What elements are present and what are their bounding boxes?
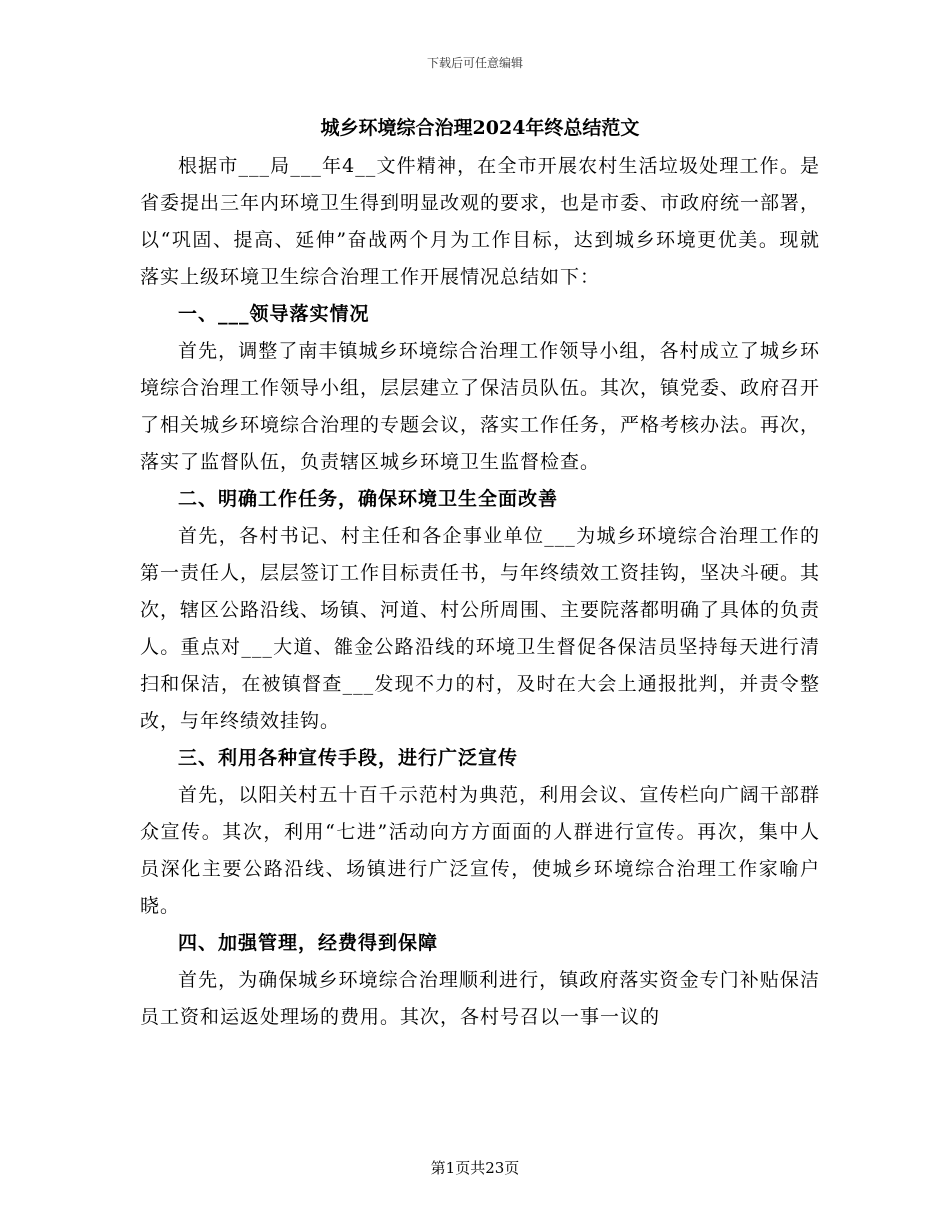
section-heading-3: 三、利用各种宣传手段，进行广泛宣传 — [178, 747, 519, 769]
page-footer: 第1页共23页 — [430, 1159, 520, 1177]
section-heading-2: 二、明确工作任务，确保环境卫生全面改善 — [178, 488, 559, 510]
section-heading-1: 一、___领导落实情况 — [178, 303, 370, 325]
section-body-1: 首先，调整了南丰镇城乡环境综合治理工作领导小组，各村成立了城乡环境综合治理工作领导小组，层层建立了保洁员队伍。其次，镇党委、政府召开了相关城乡环境综合治理的专题会议，落实工作任务，严格考核办法。再次，落实了监督队伍，负责辖区城乡环境卫生监督检查。 — [140, 340, 821, 473]
document-body — [140, 108, 820, 1036]
intro-paragraph: 根据市___局___年4__文件精神，在全市开展农村生活垃圾处理工作。是省委提出三年内环境卫生得到明显改观的要求，也是市委、市政府统一部署，以“巩固、提高、延伸”奋战两个月为工作目标，达到城乡环境更优美。现就落实上级环境卫生综合治理工作开展情况总结如下： — [140, 155, 821, 288]
section-body-2: 首先，各村书记、村主任和各企事业单位___为城乡环境综合治理工作的第一责任人，层层签订工作目标责任书，与年终绩效工资挂钩，坚决斗硬。其次，辖区公路沿线、场镇、河道、村公所周围、主要院落都明确了具体的负责人。重点对___大道、雒金公路沿线的环境卫生督促各保洁员坚持每天进行清扫和保洁，在被镇督查___发现不力的村，及时在大会上通报批判，并责令整改，与年终绩效挂钩。 — [140, 525, 821, 732]
section-heading-4: 四、加强管理，经费得到保障 — [178, 932, 439, 954]
header-note: 下载后可任意编辑 — [426, 56, 523, 70]
section-body-3: 首先，以阳关村五十百千示范村为典范，利用会议、宣传栏向广阔干部群众宣传。其次，利用“七进”活动向方方面面的人群进行宣传。再次，集中人员深化主要公路沿线、场镇进行广泛宣传，使城乡环境综合治理工作家喻户晓。 — [140, 784, 820, 917]
section-body-4: 首先，为确保城乡环境综合治理顺利进行，镇政府落实资金专门补贴保洁员工资和运返处理场的费用。其次，各村号召以一事一议的 — [140, 969, 820, 1028]
document-title: 城乡环境综合治理2024年终总结范文 — [320, 117, 640, 139]
